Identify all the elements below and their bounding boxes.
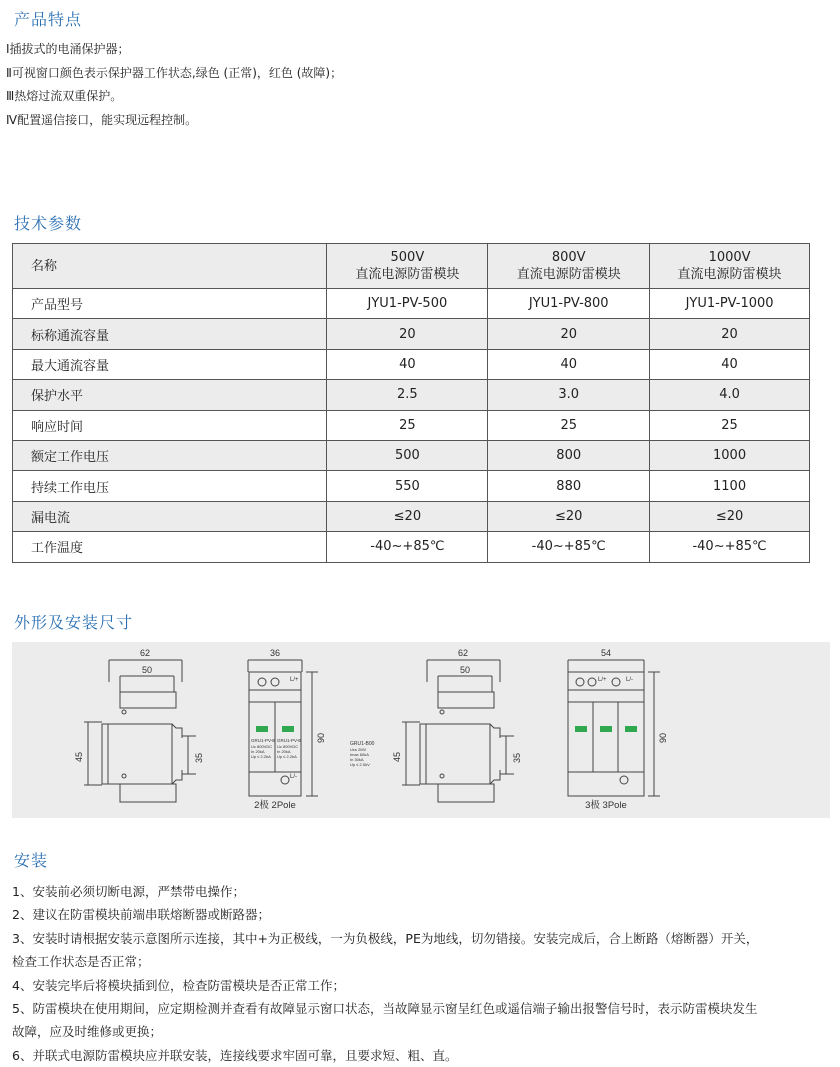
svg-text:Uc 800VDC: Uc 800VDC (277, 744, 299, 749)
install-line: 5、防雷模块在使用期间，应定期检测并查看有故障显示窗口状态，当故障显示窗呈红色或遥信端子输出报警信号时，表示防雷模块发生 (12, 1001, 758, 1017)
svg-text:2极 2Pole: 2极 2Pole (254, 800, 296, 811)
side-view-right (402, 660, 514, 802)
feature-item: Ⅳ配置遥信接口，能实现远程控制。 (6, 112, 198, 127)
svg-text:62: 62 (457, 648, 469, 658)
svg-text:Uc 800VDC: Uc 800VDC (251, 744, 273, 749)
svg-text:90: 90 (658, 732, 668, 744)
header-col: 1000V 直流电源防雷模块 (650, 244, 810, 289)
install-line: 2、建议在防雷模块前端串联熔断器或断路器； (12, 907, 270, 923)
dimension-drawings (12, 642, 830, 818)
table-row: 持续工作电压 550 880 1100 (13, 471, 810, 501)
svg-text:In 20kA: In 20kA (277, 749, 291, 754)
svg-text:45: 45 (392, 751, 402, 763)
svg-text:Up ≤ 2.0kV: Up ≤ 2.0kV (350, 762, 370, 767)
table-row: 响应时间 25 25 25 (13, 410, 810, 440)
table-row: 产品型号 JYU1-PV-500 JYU1-PV-800 JYU1-PV-1000 (13, 289, 810, 319)
params-header-row (13, 244, 810, 289)
install-line: 故障，应及时维修或更换； (12, 1024, 163, 1040)
svg-text:L/-: L/- (626, 677, 634, 683)
install-line: 4、安装完毕后将模块插到位，检查防雷模块是否正常工作； (12, 977, 345, 993)
features-list (6, 38, 342, 132)
table-row: 标称通流容量 20 20 20 (13, 319, 810, 349)
features-title: 产品特点 (14, 10, 83, 29)
install-line: 3、安装时请根据安装示意图所示连接，其中+为正极线，一为负极线，PE为地线，切勿错接。安装完成后，合上断路（熔断器）开关， (12, 930, 759, 946)
install-line: 1、安装前必须切断电源，严禁带电操作； (12, 884, 245, 899)
table-row: 额定工作电压 500 800 1000 (13, 440, 810, 470)
svg-text:3极 3Pole: 3极 3Pole (585, 800, 627, 811)
svg-text:GRU1-PV-B: GRU1-PV-B (277, 738, 302, 743)
svg-text:In 30kA: In 30kA (350, 757, 364, 762)
table-row: 最大通流容量 40 40 40 (13, 349, 810, 379)
dimensions-title: 外形及安装尺寸 (14, 613, 134, 632)
feature-item: Ⅲ热熔过流双重保护。 (6, 89, 123, 103)
svg-text:36: 36 (269, 648, 281, 658)
svg-text:Ucs 2MV: Ucs 2MV (350, 747, 367, 752)
header-name: 名称 (13, 244, 327, 289)
svg-text:L/+: L/+ (290, 677, 299, 683)
svg-text:GRU1-PV-B: GRU1-PV-B (251, 738, 276, 743)
svg-text:50: 50 (459, 665, 471, 675)
header-col: 500V 直流电源防雷模块 (327, 244, 488, 289)
svg-text:GRU1-B00: GRU1-B00 (350, 741, 375, 747)
table-row: 保护水平 2.5 3.0 4.0 (13, 380, 810, 410)
table-row: 工作温度 -40~+85℃ -40~+85℃ -40~+85℃ (13, 532, 810, 562)
install-line: 6、并联式电源防雷模块应并联安装，连接线要求牢固可靠，且要求短、粗、直。 (12, 1047, 458, 1063)
svg-text:In 20kA: In 20kA (251, 749, 265, 754)
params-title: 技术参数 (14, 214, 83, 233)
feature-item: Ⅰ插拔式的电涌保护器； (6, 42, 130, 56)
install-line: 检查工作状态是否正常； (12, 954, 150, 970)
svg-text:45: 45 (74, 751, 84, 763)
svg-text:Imax 60kA: Imax 60kA (350, 752, 369, 757)
svg-text:Up ≤ 2.2kA: Up ≤ 2.2kA (277, 754, 297, 759)
svg-text:L/+: L/+ (598, 677, 607, 683)
svg-text:50: 50 (141, 665, 153, 675)
header-col: 800V 直流电源防雷模块 (488, 244, 650, 289)
params-table (12, 243, 810, 563)
feature-item: Ⅱ可视窗口颜色表示保护器工作状态,绿色 (正常)，红色 (故障)； (6, 65, 343, 80)
svg-text:62: 62 (139, 648, 151, 658)
svg-text:L/-: L/- (290, 774, 298, 780)
svg-text:Up ≤ 2.2kA: Up ≤ 2.2kA (251, 754, 271, 759)
side-view-left (84, 660, 196, 802)
install-title: 安装 (14, 851, 49, 870)
svg-text:35: 35 (194, 752, 204, 764)
install-list (12, 880, 758, 1067)
svg-text:90: 90 (316, 732, 326, 744)
table-row: 漏电流 ≤20 ≤20 ≤20 (13, 501, 810, 531)
svg-text:54: 54 (600, 648, 612, 658)
svg-text:35: 35 (512, 752, 522, 764)
dimension-svg (12, 642, 830, 818)
